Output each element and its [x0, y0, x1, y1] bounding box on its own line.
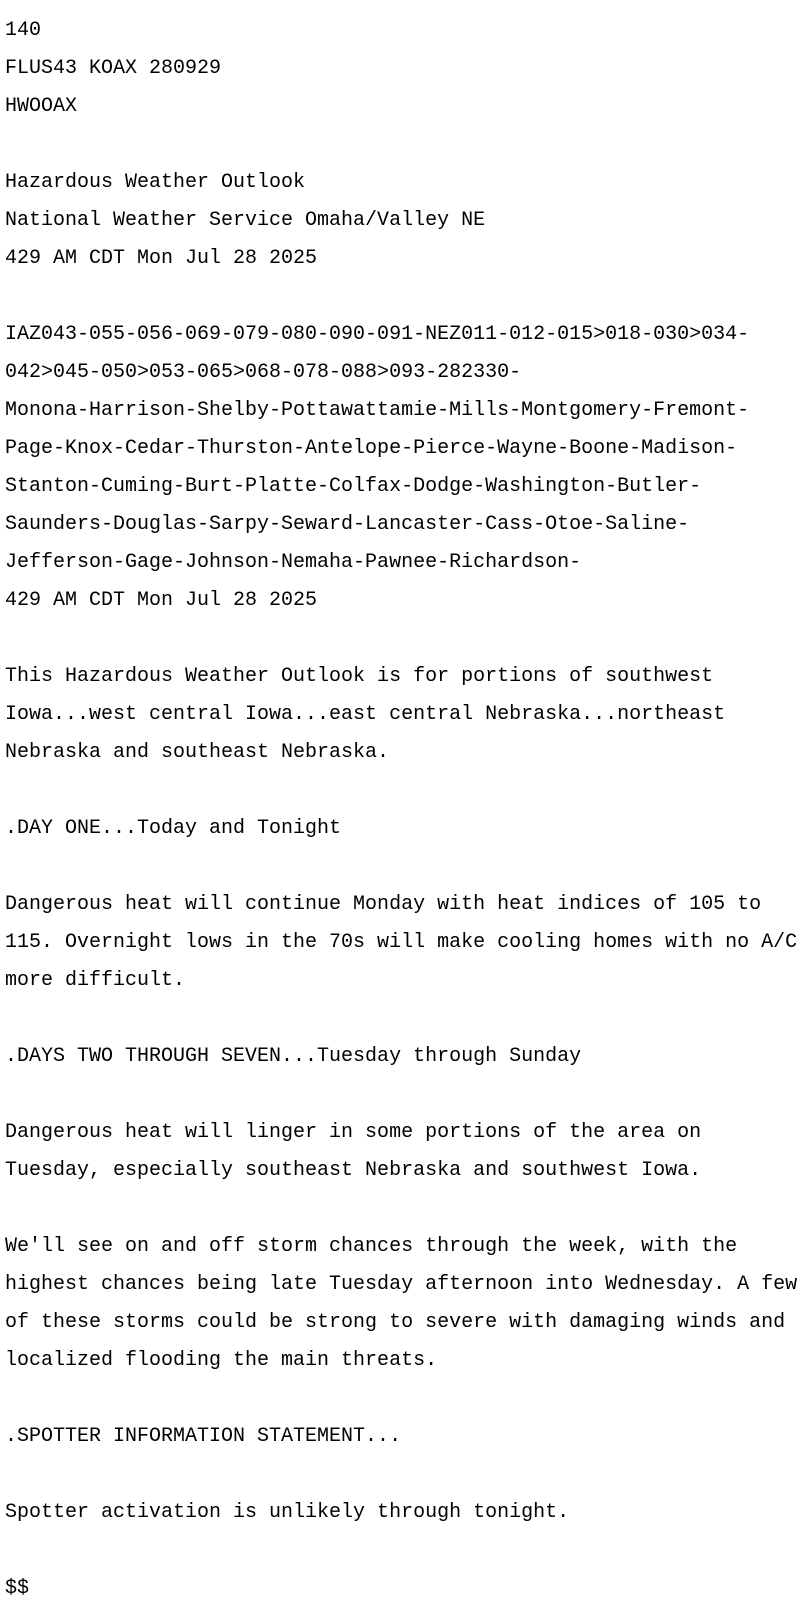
days-two-seven-text-line: Dangerous heat will linger in some portions of the area on: [5, 1121, 702, 1144]
days-two-seven-text-line: Tuesday, especially southeast Nebraska and southwest Iowa.: [5, 1159, 702, 1182]
blank-line: [5, 857, 802, 876]
day-one-header: .DAY ONE...Today and Tonight: [5, 817, 342, 840]
days-two-seven-text-line: We'll see on and off storm chances through the week, with the: [5, 1235, 738, 1258]
blank-line: [5, 287, 802, 306]
ugc-line: IAZ043-055-056-069-079-080-090-091-NEZ011-012-015>018-030>034-: [5, 323, 750, 346]
issue-time: 429 AM CDT Mon Jul 28 2025: [5, 247, 318, 270]
county-line: Page-Knox-Cedar-Thurston-Antelope-Pierce-Wayne-Boone-Madison-: [5, 437, 738, 460]
ugc-line: 042>045-050>053-065>068-078-088>093-282330-: [5, 361, 522, 384]
sequence-number: 140: [5, 19, 42, 42]
days-two-seven-text-line: localized flooding the main threats.: [5, 1349, 438, 1372]
day-one-text-line: more difficult.: [5, 969, 186, 992]
blank-line: [5, 781, 802, 800]
spotter-text-line: Spotter activation is unlikely through tonight.: [5, 1501, 570, 1524]
blank-line: [5, 1009, 802, 1028]
spotter-header: .SPOTTER INFORMATION STATEMENT...: [5, 1425, 402, 1448]
blank-line: [5, 1085, 802, 1104]
days-two-seven-header: .DAYS TWO THROUGH SEVEN...Tuesday through Sunday: [5, 1045, 582, 1068]
day-one-text-line: Dangerous heat will continue Monday with heat indices of 105 to: [5, 893, 762, 916]
blank-line: [5, 629, 802, 648]
blank-line: [5, 1465, 802, 1484]
blank-line: [5, 1389, 802, 1408]
county-line: Saunders-Douglas-Sarpy-Seward-Lancaster-Cass-Otoe-Saline-: [5, 513, 690, 536]
blank-line: [5, 135, 802, 154]
days-two-seven-text-line: highest chances being late Tuesday afternoon into Wednesday. A few: [5, 1273, 798, 1296]
wmo-header: FLUS43 KOAX 280929: [5, 57, 222, 80]
product-title: Hazardous Weather Outlook: [5, 171, 306, 194]
intro-text-line: Iowa...west central Iowa...east central Nebraska...northeast: [5, 703, 726, 726]
blank-line: [5, 1199, 802, 1218]
intro-text-line: This Hazardous Weather Outlook is for portions of southwest: [5, 665, 714, 688]
county-line: Jefferson-Gage-Johnson-Nemaha-Pawnee-Richardson-: [5, 551, 582, 574]
days-two-seven-text-line: of these storms could be strong to severe with damaging winds and: [5, 1311, 786, 1334]
awips-id: HWOOAX: [5, 95, 78, 118]
county-line: Stanton-Cuming-Burt-Platte-Colfax-Dodge-Washington-Butler-: [5, 475, 702, 498]
day-one-text-line: 115. Overnight lows in the 70s will make cooling homes with no A/C: [5, 931, 798, 954]
end-marker: $$: [5, 1577, 30, 1600]
county-line: Monona-Harrison-Shelby-Pottawattamie-Mills-Montgomery-Fremont-: [5, 399, 750, 422]
blank-line: [5, 1541, 802, 1560]
segment-issue-time: 429 AM CDT Mon Jul 28 2025: [5, 589, 318, 612]
intro-text-line: Nebraska and southeast Nebraska.: [5, 741, 390, 764]
issuing-office: National Weather Service Omaha/Valley NE: [5, 209, 486, 232]
